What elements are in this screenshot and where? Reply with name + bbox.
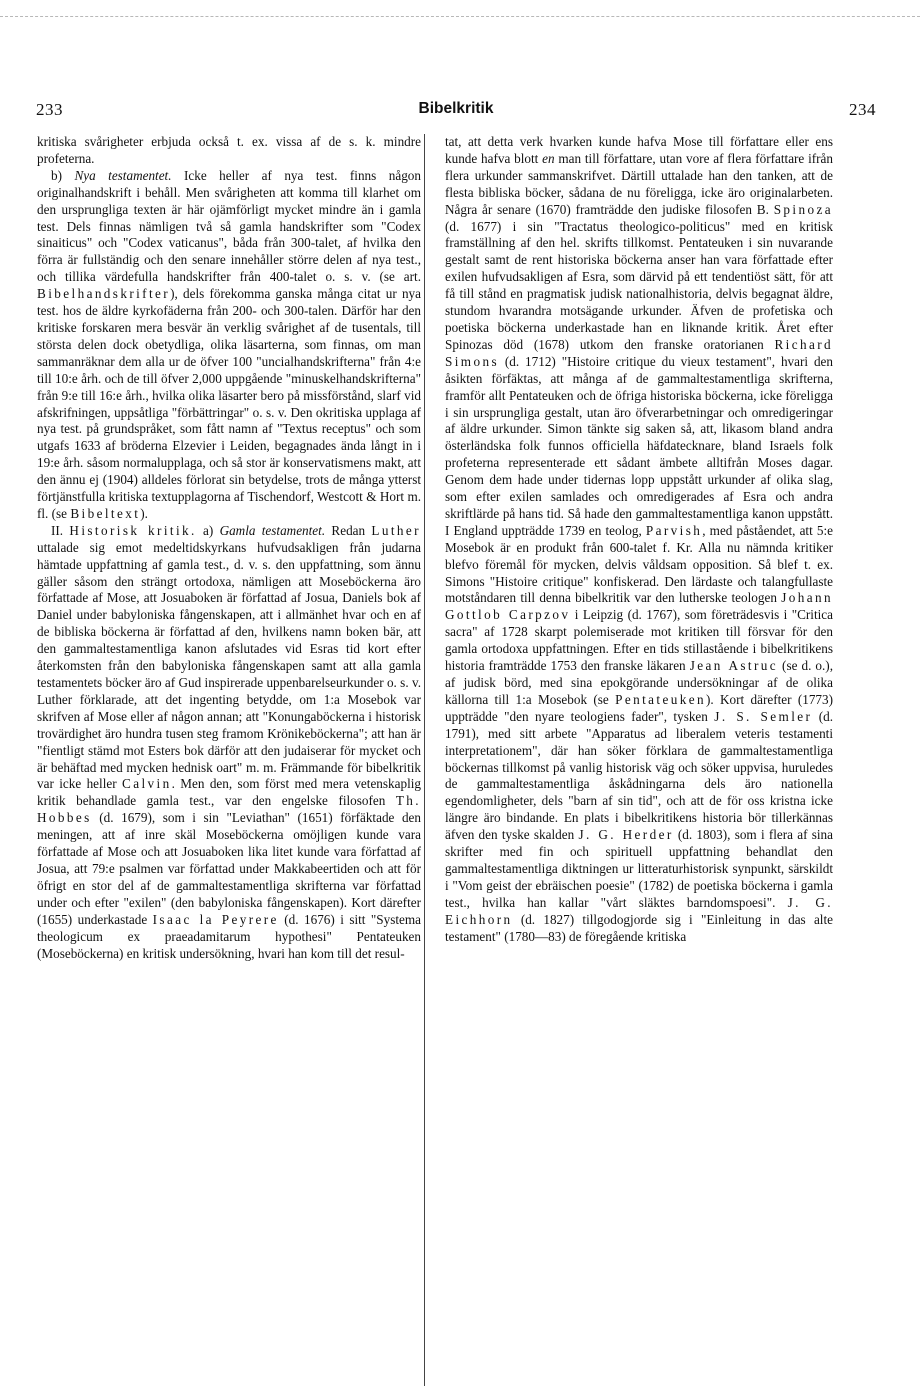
spaced-name: Isaac la Peyrere — [152, 911, 279, 927]
right-column — [445, 134, 833, 946]
spaced-name: Parvish — [645, 522, 703, 538]
spaced-name: Spinoza — [773, 201, 833, 217]
paragraph — [445, 134, 833, 946]
text-run: b) — [51, 167, 75, 183]
italic-heading: en — [542, 150, 555, 166]
italic-heading: Nya testamentet. — [74, 167, 172, 183]
italic-heading: Gamla testamentet. — [219, 522, 326, 538]
column-divider — [424, 134, 425, 1386]
spaced-name: J. S. Semler — [714, 708, 813, 724]
spaced-name: J. G. Herder — [578, 827, 674, 843]
spaced-name: Jean Astruc — [689, 658, 779, 674]
text-run: ). — [140, 505, 148, 521]
text-run: , med påståendet, att 5:e Mosebok är en produkt från 600-talet f. Kr. Alla nu nämnda kritiker blefvo föremål för mycken, delvis våldsam opposition. Så blef t. ex. Simons "Histoire critique" konfiskerad. Den lärdaste och talangfullaste motståndaren till denna bibelkritik var den lutherske teologen — [445, 522, 833, 606]
spaced-name: Luther — [371, 522, 421, 538]
text-run: (d. 1791), med sitt arbete "Apparatus ad liberalem veteris testamenti interpretationem", där han söker förklara de gammaltestamentliga böckernas tillkomst på vanlig historisk väg och söker uppvisa, huruledes de gammaltestamentliga åskådningarna dels äro nationella egendomligheter, dels "barn af sin tid", och att de för oss kristna icke längre äro bindande. En plats i bibelkritikens historia bör tillerkännas äfven den tyske skalden — [445, 708, 833, 843]
page-number-right: 234 — [849, 100, 876, 119]
text-run: uttalade sig emot medeltidskyrkans hufvudsakligen från judarna hämtade uppfattning af gamla test., d. v. s. den uppfattning, som ännu gäller såsom den strängt ortodoxa, nämligen att Moseböckerna äro författade af Mose, att Josuaboken är författad af Josua, Daniels bok af Daniel under babyloniska fångenskapen, att i allmänhet hvar och en af de bibliska böckerna är författad af den, hvilkens namn boken bär, att den gammaltestamentliga kanon afslutades vid Esras tid kort efter återkomsten från den babyloniska fångenskapen samt att alla gamla testamentets böcker äro af Gud inspirerade uppenbarelseurkunder o. s. v. Luther förklarade, att det ingenting betydde, om 1:a Mosebok var skrifven af Mose eller af någon annan; att "Konungaböckerna i historisk trovärdighet äro hundra tusen steg framom Krönikeböckerna"; att han är "fientligt stämd mot Esters bok därför att den judaiserar för mycket och är behäftad med mycken hednisk oart" m. m. Främmande för bibelkritik var icke heller — [37, 539, 421, 792]
spaced-name: Th. Hobbes — [37, 793, 421, 826]
top-scan-border — [0, 16, 920, 17]
text-run: tat, att detta verk hvarken kunde hafva Mose till författare eller ens kunde hafva blott — [445, 134, 833, 166]
text-run: (d. 1712) "Histoire critique du vieux testament", hvari den åsikten förfäktas, att många af de gammaltestamentliga skrifterna, framför allt Pentateuken och de öfriga historiska böckerna, icke föreligga i sin ursprungliga gestalt, utan äro öfverarbetningar och omredigeringar af äldre urkunder. Simon tänkte sig saken så, att, likasom bland andra österländska folk funnos officiella häfdatecknare, bland Israels folk profeterna representerade ett sådant ämbete alltifrån Moses dagar. Genom dem hade under tidernas lopp uppstått urkunder af olika slag, som efter exilen samlades och omredigerades af Esra och andra skriftlärde på hans tid. Så hade den gammaltestamentliga kanon uppstått. I England uppträdde 1739 en teolog, — [445, 353, 833, 538]
paragraph — [37, 523, 421, 963]
text-run: (se d. o.), af judisk börd, med sina epokgörande undersökningar af de olika källorna till 1:a Mosebok (se — [445, 658, 833, 707]
spaced-name: Historisk kritik. — [69, 522, 197, 538]
text-run: II. — [51, 522, 70, 538]
text-run: (d. 1679), som i sin "Leviathan" (1651) förfäktade den meningen, att af inre skäl Moseböckerna omöjligen kunde vara författade af Mose och att Josuaboken lika litet kunde vara författad af Josua, att 79:e psalmen var författad under Makkabeertiden och att för öfrigt en stor del af de gammaltestamentliga skrifterna var författad under och efter "exilen" (den babyloniska fångenskapen). Kort därefter (1655) underkastade — [37, 810, 421, 927]
spaced-name: Calvin — [122, 776, 172, 792]
text-run: ), dels förekomma ganska många citat ur nya test. hos de äldre kyrkofäderna från 200- och 300-talen. Därför har den kritiske forskaren mera besvär än verklig svårighet af de tusentals, till största delen dock obetydliga, olika läsarterna, som finnas, om man sammanräknar dem alla ur de öfver 100 "uncialhandskrifterna" från 4:e till 10:e årh. och de till öfver 2,000 uppgående "minuskelhandskrifterna" från 9:e till 16:e årh., hvilka olika läsarter bero på missförstånd, slarf vid afskrifningen, uppsåtliga "förbättringar" o. s. v. Den okritiska upplaga af nya test. på grundspråket, som fått namn af "Textus receptus" och som utgafs 1633 af bröderna Elzevier i Leiden, begagnades ända långt in i 19:e årh. såsom normalupplaga, och så stor är konservatismens makt, att den ännu ej (1904) alldeles förlorat sin betydelse, trots de många ytterst förtjänstfulla kritiska textupplagorna af Tischendorf, Westcott & Hort m. fl. (se — [37, 286, 421, 521]
text-run: ). Kort därefter (1773) uppträdde "den nyare teologiens fader", tysken — [445, 691, 834, 724]
running-title: Bibelkritik — [418, 100, 494, 117]
text-run: (d. 1676) i sitt "Systema theologicum ex praeadamitarum hypothesi" Pentateuken (Moseböckerna) en kritisk undersökning, hvari han kom till det resul- — [37, 911, 421, 961]
spaced-name: Bibelhandskrifter — [37, 286, 171, 302]
paragraph — [37, 134, 421, 168]
text-run: (d. 1677) i sin "Tractatus theologico-politicus" med en kritisk framställning af den hel. skrifts tillkomst. Pentateuken i sin nuvarande gestalt samt de rent historiska böckerna anser han vara författade efter exilen hufvudsakligen af Esra, som därvid på ett tendentiöst sätt, för att få till stånd en pragmatisk judisk nationalhistoria, delvis begagnat äldre, stundom hvarandra motsägande urkunder. Äfven de profetiska och poetiska böckerna underkastade han en liknande kritik. Året efter Spinozas död (1678) utkom den franske oratorianen — [445, 218, 833, 352]
page-number-left: 233 — [36, 100, 63, 119]
text-run: i Leipzig (d. 1767), som företrädesvis i "Critica sacra" af 1728 skarpt polemiserade mot kritiken till försvar för den gamla ortodoxa uppfattningen. Efter en tids stillastående i bibelkritikens historia framträdde 1753 den franske läkaren — [445, 607, 833, 674]
text-run: (d. 1803), som i flera af sina skrifter med fin och spirituell uppfattning behandlat den gammaltestamentliga diktningen ur litteraturhistorisk synpunkt, särskildt i "Vom geist der ebräischen poesie" (1782) de poetiska böckerna i gamla test., hvilka han kallar "vårt släktes barndomspoesi". — [445, 827, 833, 910]
spaced-name: Pentateuken — [615, 691, 706, 707]
text-run: Icke heller af nya test. finns någon originalhandskrift i behåll. Men svårigheten att komma till klarhet om den ursprungliga texten är här ojämförligt mycket mindre än i gamla test. Dels finnas nämligen två så gamla handskrifter som "Codex sinaiticus" och "Codex vaticanus", båda från 300-talet, af hvilka den förra är fullständig och den senare innehåller större delen af nya test., och tillika värdefulla handskrifter från 400-talet o. s. v. (se art. — [37, 167, 421, 285]
text-run: a) — [196, 522, 220, 538]
text-run: (d. 1827) tillgodogjorde sig i "Einleitung in das alte testament" (1780—83) de föregående kritiska — [445, 911, 833, 944]
page-header — [36, 100, 876, 122]
spaced-name: Richard Simons — [445, 336, 833, 369]
paragraph — [37, 168, 421, 523]
text-run: . Men den, som först med mera vetenskaplig kritik behandlade gamla test., var den engelske filosofen — [37, 776, 421, 809]
text-run: man till författare, utan vore af flera författare ifrån flera urkunder sammanskrifvet. Därtill uttalade han den tanken, att de flesta bibliska böcker, sådana de nu föreligga, icke äro originalarbeten. Några år senare (1670) framträdde den judiske filosofen B. — [445, 150, 833, 217]
left-column — [37, 134, 421, 962]
spaced-name: Bibeltext — [70, 505, 141, 521]
spaced-name: J. G. Eichhorn — [445, 894, 834, 927]
spaced-name: Johann Gottlob Carpzov — [445, 590, 833, 623]
text-run: Redan — [325, 522, 372, 538]
text-run: kritiska svårigheter erbjuda också t. ex. vissa af de s. k. mindre profeterna. — [37, 134, 421, 166]
